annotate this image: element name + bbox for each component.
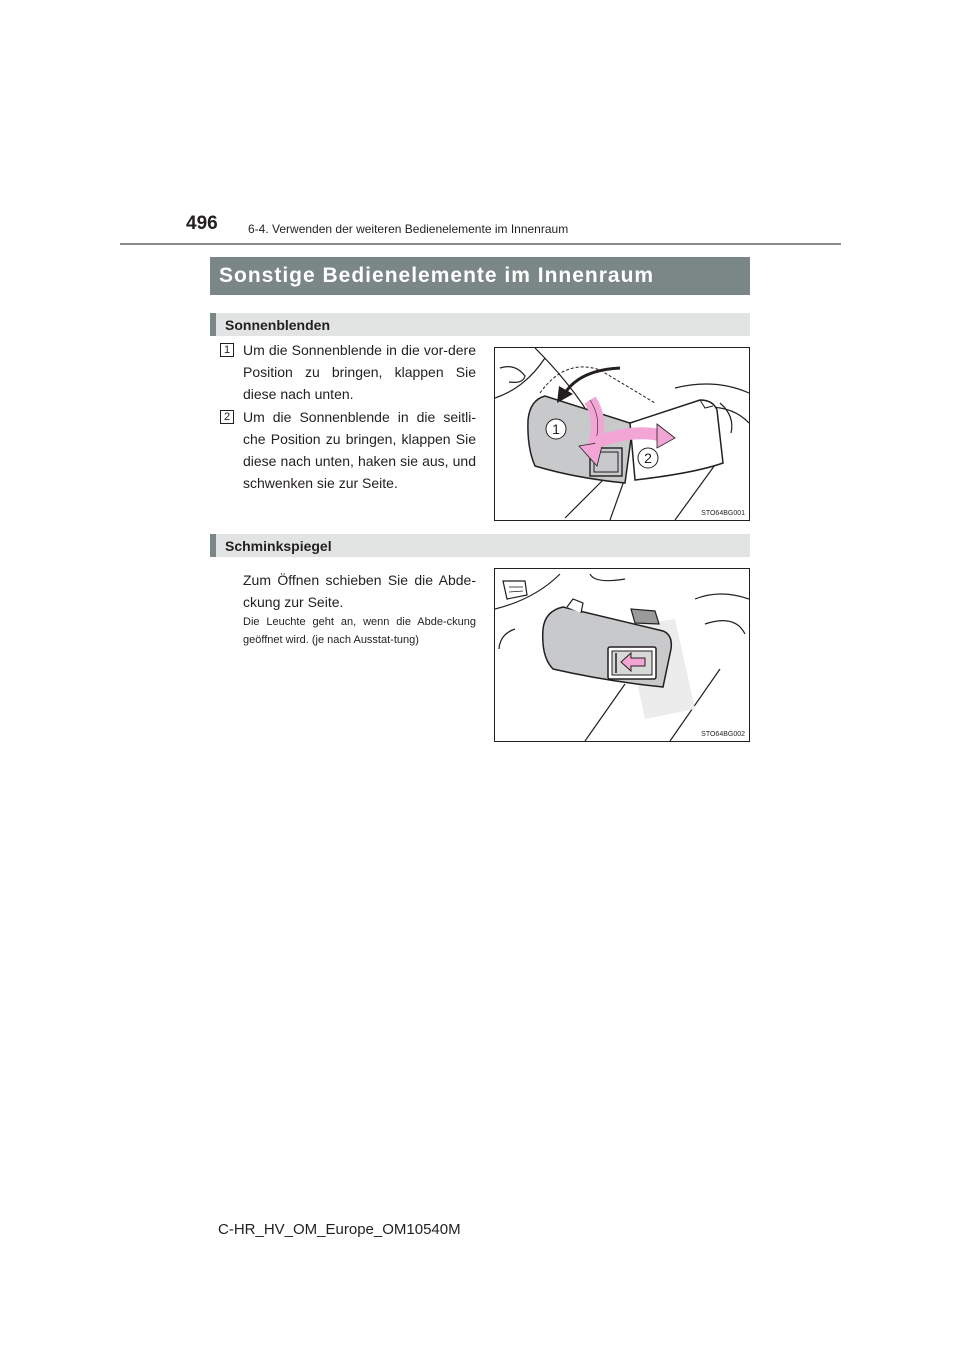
step-1-text: Um die Sonnenblende in die vor-dere Position zu bringen, klappen Sie diese nach unten.: [243, 342, 476, 402]
sun-visors-heading-text: Sonnenblenden: [225, 316, 330, 333]
figure-callout-2: 2: [644, 450, 652, 466]
vanity-mirror-text: Zum Öffnen schieben Sie die Abde-ckung zur Seite.: [243, 572, 476, 610]
figure-code-2: STO64BG002: [701, 731, 745, 738]
section-title-text: Sonstige Bedienelemente im Innenraum: [219, 264, 655, 287]
step-2-number: 2: [220, 410, 234, 424]
page-number: 496: [186, 213, 218, 234]
step-2-text: Um die Sonnenblende in die seitli-che Position zu bringen, klappen Sie diese nach unten, haken sie aus, und schwenken sie zur Seite.: [243, 409, 476, 491]
section-title: [210, 257, 750, 295]
vanity-mirror-heading-text: Schminkspiegel: [225, 537, 332, 554]
figure-code-1: STO64BG001: [701, 510, 745, 517]
vanity-mirror-figure: [494, 568, 750, 742]
document-id: C-HR_HV_OM_Europe_OM10540M: [218, 1221, 461, 1238]
figure-callout-1: 1: [552, 421, 560, 437]
sun-visor-figure: [494, 347, 750, 521]
vanity-mirror-illustration: [495, 569, 749, 741]
chapter-title: 6-4. Verwenden der weiteren Bedienelemente im Innenraum: [248, 222, 569, 236]
sun-visor-illustration: [495, 348, 749, 520]
header-divider: [120, 243, 841, 245]
vanity-mirror-note: Die Leuchte geht an, wenn die Abde-ckung geöffnet wird. (je nach Ausstat-tung): [243, 616, 476, 646]
sun-visors-heading: [210, 313, 750, 336]
vanity-mirror-heading: [210, 534, 750, 557]
step-1-number: 1: [220, 343, 234, 357]
